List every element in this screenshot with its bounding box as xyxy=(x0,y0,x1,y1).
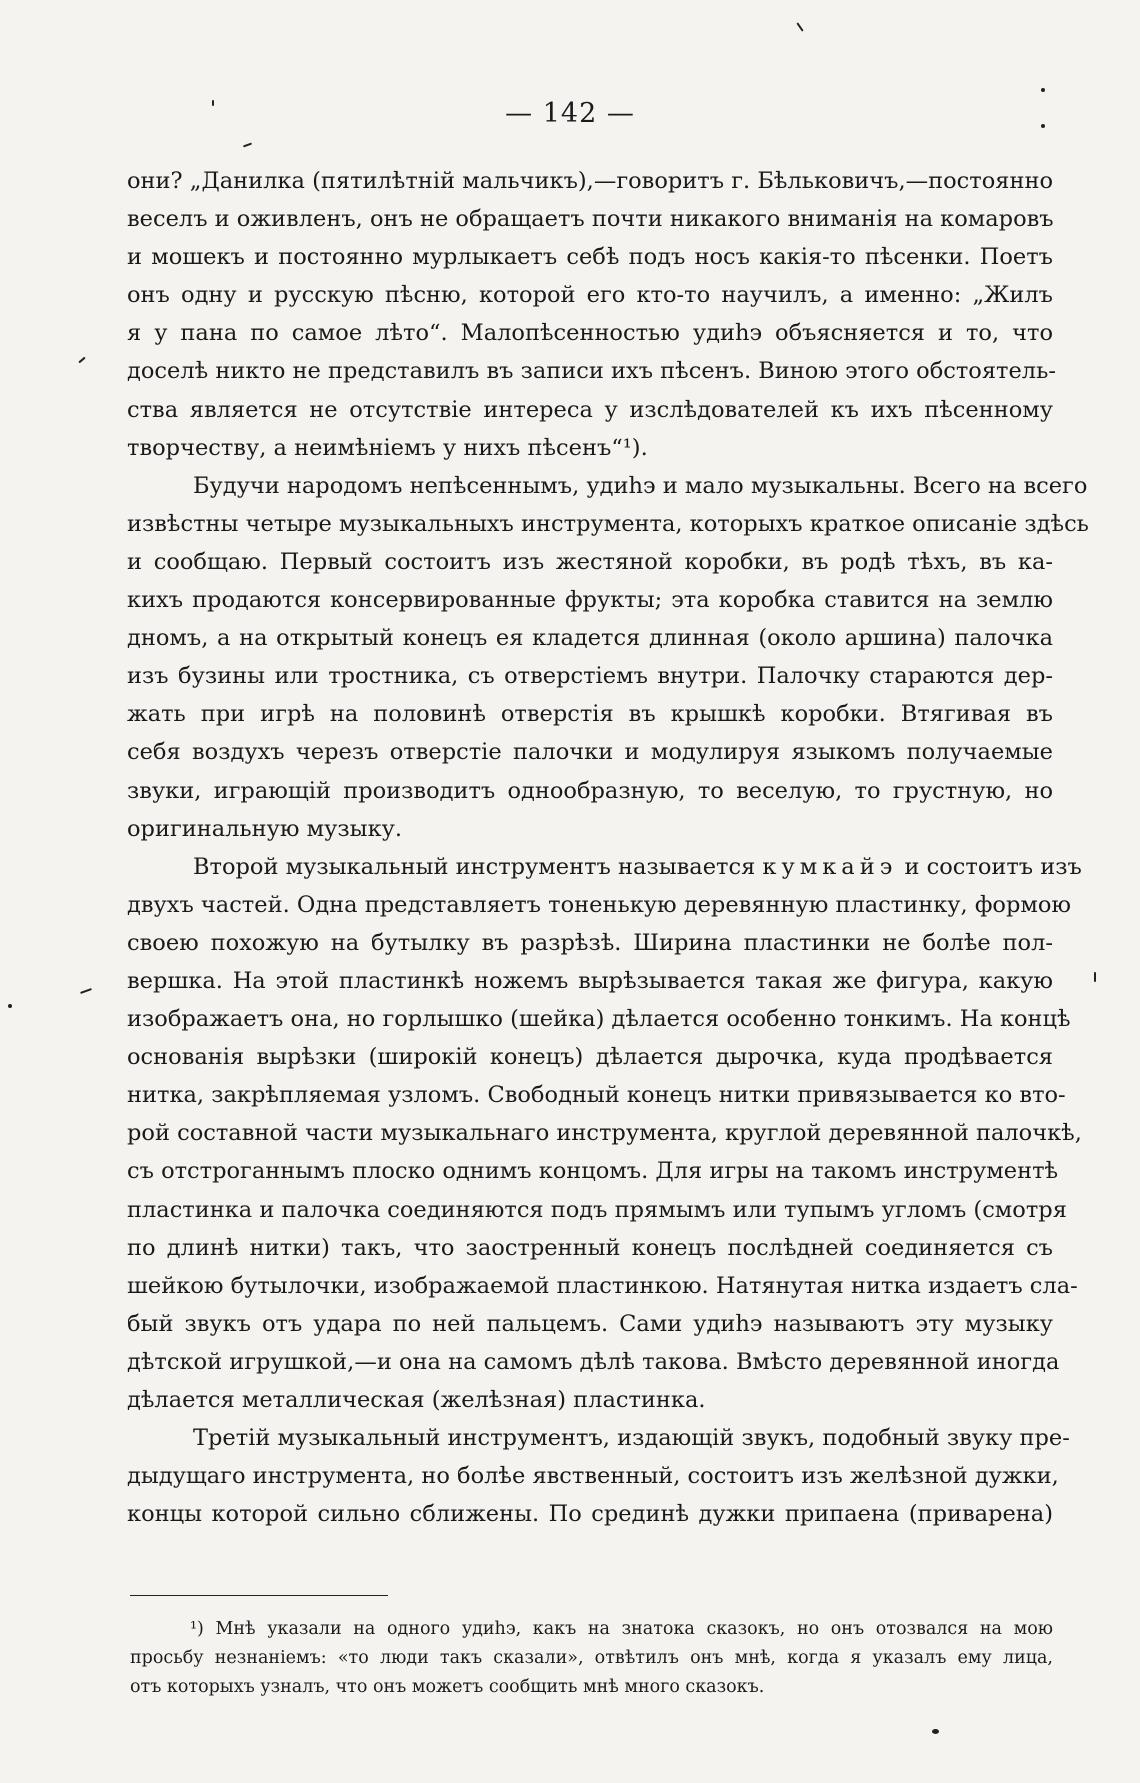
text-line: кихъ продаются консервированные фрукты; эта коробка ставится на землю xyxy=(127,587,1053,614)
text-line: творчеству, а неимѣніемъ у нихъ пѣсенъ“¹). xyxy=(127,434,648,461)
text-fragment: и состоитъ изъ xyxy=(904,853,1082,880)
text-line: ства является не отсутствіе интереса у изслѣдователей къ ихъ пѣсенному xyxy=(127,396,1053,423)
text-line: своею похожую на бутылку въ разрѣзѣ. Ширина пластинки не болѣе пол- xyxy=(127,929,1053,956)
text-line: двухъ частей. Одна представляетъ тоненькую деревянную пластинку, формою xyxy=(127,891,1072,918)
text-line: онъ одну и русскую пѣсню, которой его кто-то научилъ, а именно: „Жилъ xyxy=(127,282,1053,309)
text-line: себя воздухъ черезъ отверстіе палочки и модулируя языкомъ получаемые xyxy=(127,739,1053,766)
page-number: — 142 — xyxy=(505,98,635,129)
footnote-divider xyxy=(130,1595,388,1596)
text-line: съ отстроганнымъ плоско однимъ концомъ. Для игры на такомъ инструментѣ xyxy=(127,1158,1059,1185)
text-fragment: Второй музыкальный инструментъ называется xyxy=(193,853,756,880)
text-line: и сообщаю. Первый состоитъ изъ жестяной коробки, въ родѣ тѣхъ, въ ка- xyxy=(127,548,1053,575)
text-line: бый звукъ отъ удара по ней пальцемъ. Сами удиһэ называютъ эту музыку xyxy=(127,1310,1053,1337)
text-line: концы которой сильно сближены. По срединѣ дужки припаена (приварена) xyxy=(127,1501,1053,1528)
footnotes xyxy=(130,1615,1053,1702)
scan-speck xyxy=(1041,88,1045,92)
scan-speck xyxy=(78,357,85,364)
text-line: Будучи народомъ непѣсеннымъ, удиһэ и мало музыкальны. Всего на всего xyxy=(193,472,1088,499)
footnote-line: отъ которыхъ узналъ, что онъ можетъ сообщить мнѣ много сказокъ. xyxy=(130,1677,765,1697)
text-line: Третій музыкальный инструментъ, издающій звукъ, подобный звуку пре- xyxy=(193,1425,1070,1452)
scan-speck xyxy=(1041,124,1045,128)
text-line: дыдущаго инструмента, но болѣе явственный, состоитъ изъ желѣзной дужки, xyxy=(127,1463,1059,1490)
text-line: вершка. На этой пластинкѣ ножемъ вырѣзывается такая же фигура, какую xyxy=(127,967,1053,994)
text-line: основанія вырѣзки (широкій конецъ) дѣлается дырочка, куда продѣвается xyxy=(127,1044,1053,1071)
text-line: я у пана по самое лѣто“. Малопѣсенностью удиһэ объясняется и то, что xyxy=(127,320,1053,347)
text-line: они? „Данилка (пятилѣтній мальчикъ),—говоритъ г. Бѣльковичъ,—постоянно xyxy=(127,168,1053,194)
text-line: и мошекъ и постоянно мурлыкаетъ себѣ подъ носъ какія-то пѣсенки. Поетъ xyxy=(127,244,1053,271)
text-line: извѣстны четыре музыкальныхъ инструмента, которыхъ краткое описаніе здѣсь xyxy=(127,510,1089,537)
text-line: доселѣ никто не представилъ въ записи ихъ пѣсенъ. Виною этого обстоятель- xyxy=(127,358,1056,385)
text-line: оригинальную музыку. xyxy=(127,815,403,842)
scan-speck xyxy=(80,988,92,994)
scan-speck xyxy=(212,100,214,106)
footnote-line: ¹) Мнѣ указали на одного удиһэ, какъ на знатока сказокъ, но онъ отозвался на мою xyxy=(190,1619,1053,1639)
text-line: жать при игрѣ на половинѣ отверстія въ крышкѣ коробки. Втягивая въ xyxy=(127,701,1053,728)
text-line: нитка, закрѣпляемая узломъ. Свободный конецъ нитки привязывается ко вто- xyxy=(127,1082,1066,1109)
text-line: веселъ и оживленъ, онъ не обращаетъ почти никакого вниманія на комаровъ xyxy=(127,206,1054,233)
scan-speck xyxy=(8,1004,12,1008)
text-line: звуки, играющій производитъ однообразную, то веселую, то грустную, но xyxy=(127,777,1053,804)
scan-speck xyxy=(796,22,803,31)
text-line: дномъ, а на открытый конецъ ея кладется длинная (около аршина) палочка xyxy=(127,625,1053,652)
scan-speck xyxy=(243,143,252,148)
text-line: изъ бузины или тростника, съ отверстіемъ внутри. Палочку стараются дер- xyxy=(127,663,1053,690)
text-line: дѣлается металлическая (желѣзная) пластинка. xyxy=(127,1387,706,1413)
text-line: дѣтской игрушкой,—и она на самомъ дѣлѣ такова. Вмѣсто деревянной иногда xyxy=(127,1348,1060,1375)
text-line: по длинѣ нитки) такъ, что заостренный конецъ послѣдней соединяется съ xyxy=(127,1234,1053,1261)
text-line: изображаетъ она, но горлышко (шейка) дѣлается особенно тонкимъ. На концѣ xyxy=(127,1006,1071,1033)
scan-speck xyxy=(932,1729,939,1734)
text-line xyxy=(127,848,1082,886)
body-text xyxy=(127,162,1089,1533)
text-line: шейкою бутылочки, изображаемой пластинкою. Натянутая нитка издаетъ сла- xyxy=(127,1272,1078,1299)
footnote-line: просьбу незнаніемъ: «то люди такъ сказали», отвѣтилъ онъ мнѣ, когда я указалъ ему лица, xyxy=(130,1648,1053,1668)
text-line: рой составной части музыкальнаго инструмента, круглой деревянной палочкѣ, xyxy=(127,1120,1082,1147)
instrument-name: кумкайэ xyxy=(762,853,898,880)
scan-speck xyxy=(1094,972,1096,982)
text-line: пластинка и палочка соединяются подъ прямымъ или тупымъ угломъ (смотря xyxy=(127,1196,1067,1223)
